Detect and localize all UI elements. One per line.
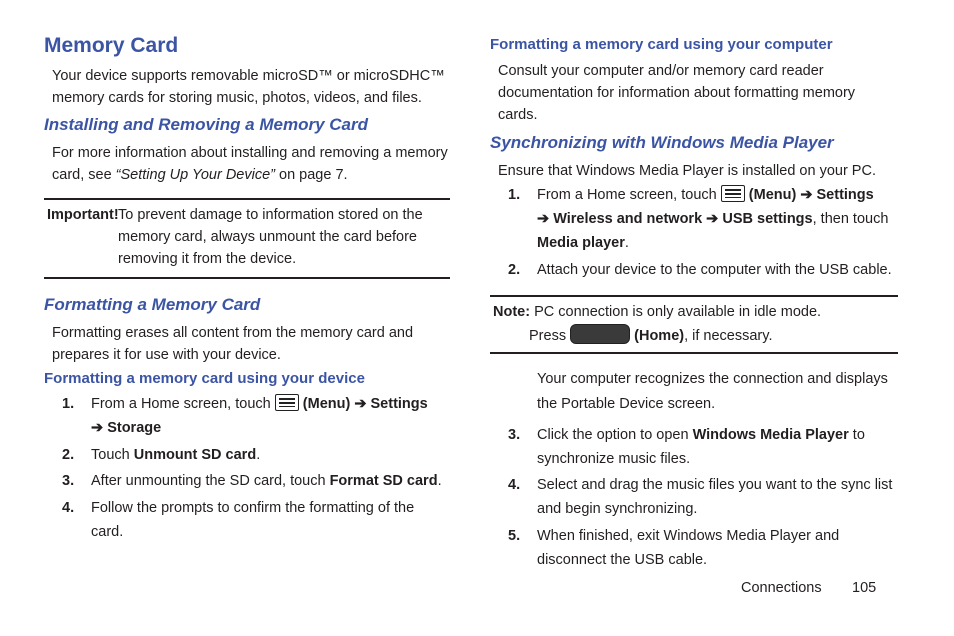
list-item: 4. Select and drag the music files you want to the sync list and begin synchronizing. <box>508 477 893 517</box>
list-item: 2. Attach your device to the computer with the USB cable. <box>508 262 892 278</box>
list-item: 4. Follow the prompts to confirm the formatting of the card. <box>62 500 415 540</box>
note-callout: Note: PC connection is only available in idle mode. Press (Home), if necessary. <box>493 304 822 344</box>
page-number: 105 <box>852 580 877 596</box>
format-heading: Formatting a Memory Card <box>44 295 261 314</box>
home-key-icon <box>570 324 630 344</box>
format-paragraph: Formatting erases all content from the memory card and prepares it for use with your device. <box>52 325 414 363</box>
computer-format-paragraph: Consult your computer and/or memory card reader documentation for information about formatting memory cards. <box>498 63 856 123</box>
install-paragraph: For more information about installing and removing a memory card, see “Setting Up Your Device” on page 7. <box>52 145 448 183</box>
computer-format-heading: Formatting a memory card using your computer <box>490 36 833 53</box>
page-title: Memory Card <box>44 34 179 57</box>
list-item: 1. From a Home screen, touch (Menu) ➔ Settings ➔ Storage <box>62 396 428 436</box>
divider <box>490 352 898 354</box>
note-label: Note: <box>493 304 531 320</box>
setup-cross-reference: “Setting Up Your Device” <box>115 167 275 183</box>
note-text: PC connection is only available in idle mode. <box>534 304 822 320</box>
footer-section: Connections <box>741 580 822 596</box>
recognize-paragraph: Your computer recognizes the connection and displays the Portable Device screen. <box>537 371 888 412</box>
list-item: 3. After unmounting the SD card, touch Format SD card. <box>62 473 442 489</box>
divider <box>44 198 450 200</box>
sync-heading: Synchronizing with Windows Media Player <box>490 133 834 152</box>
sync-paragraph: Ensure that Windows Media Player is installed on your PC. <box>498 163 876 179</box>
divider <box>44 277 450 279</box>
intro-paragraph: Your device supports removable microSD™ or microSDHC™ memory cards for storing music, photos, videos, and files. <box>52 68 445 106</box>
list-item: 5. When finished, exit Windows Media Player and disconnect the USB cable. <box>508 528 840 568</box>
device-format-heading: Formatting a memory card using your device <box>44 370 365 387</box>
list-item: 3. Click the option to open Windows Media Player to synchronize music files. <box>508 427 865 467</box>
important-label: Important! <box>47 207 119 223</box>
menu-key-icon <box>275 394 299 411</box>
divider <box>490 295 898 297</box>
menu-key-icon <box>721 185 745 202</box>
important-text: To prevent damage to information stored on the memory card, always unmount the card before removing it from the device. <box>118 207 423 267</box>
list-item: 1. From a Home screen, touch (Menu) ➔ Settings ➔ Wireless and network ➔ USB settings, then touch Media player. <box>508 187 889 251</box>
install-heading: Installing and Removing a Memory Card <box>44 115 369 134</box>
important-callout <box>44 204 450 270</box>
list-item: 2. Touch Unmount SD card. <box>62 447 261 463</box>
